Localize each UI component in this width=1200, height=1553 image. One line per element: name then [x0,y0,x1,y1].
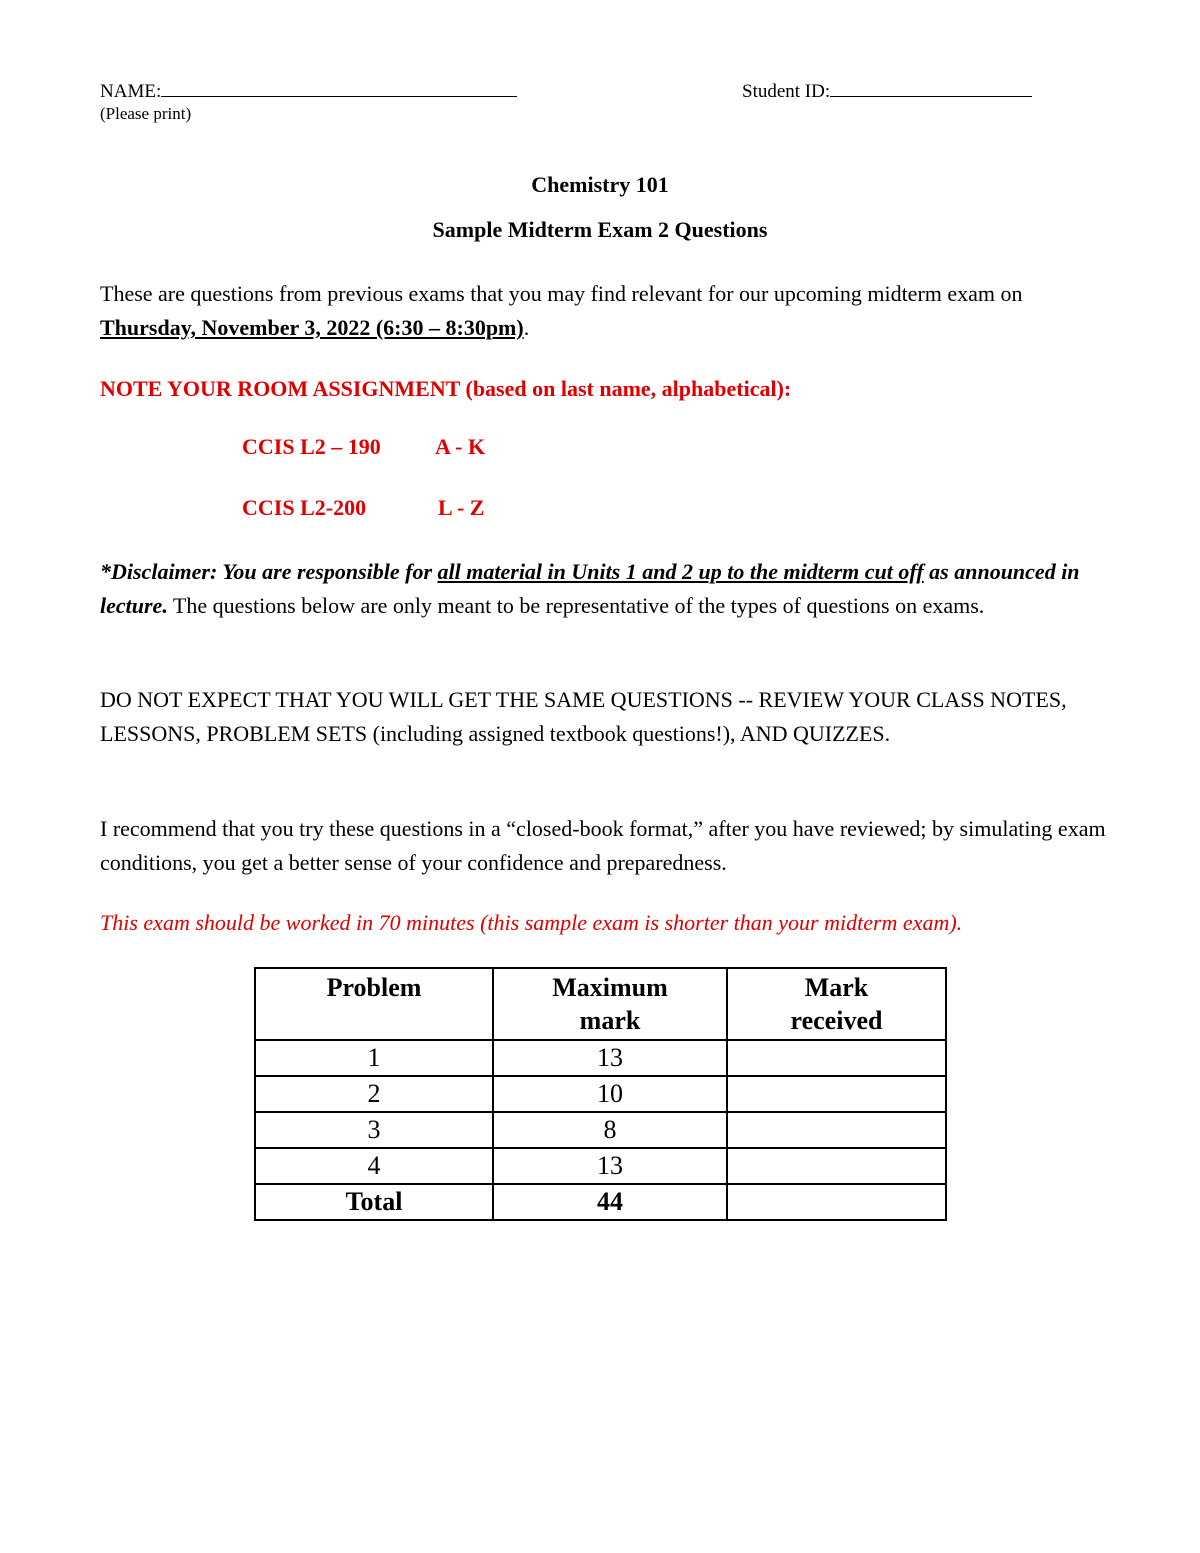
print-note: (Please print) [100,104,192,123]
header-problem: Problem [255,968,493,1040]
cell-received[interactable] [727,1040,946,1076]
cell-total-label: Total [255,1184,493,1220]
cell-received[interactable] [727,1148,946,1184]
table-row [255,1148,946,1184]
warning-paragraph: DO NOT EXPECT THAT YOU WILL GET THE SAME QUESTIONS -- REVIEW YOUR CLASS NOTES, LESSONS, PROBLEM SETS (including assigned textbook questions!), AND QUIZZES. [100,687,1067,746]
name-field [100,78,517,103]
cell-problem: 2 [255,1076,493,1112]
cell-received[interactable] [727,1076,946,1112]
student-id-field [742,78,1032,103]
header-max-mark-text: Maximum mark [552,973,668,1035]
marks-table [254,967,947,1221]
student-id-blank[interactable] [830,78,1032,97]
cell-max: 13 [493,1148,727,1184]
header-max-mark [493,968,727,1040]
intro-text: These are questions from previous exams that you may find relevant for our upcoming midterm exam on [100,281,1023,306]
recommend-paragraph: I recommend that you try these questions in a “closed-book format,” after you have reviewed; by simulating exam conditions, you get a better sense of your confidence and preparedness. [100,816,1106,875]
course-title: Chemistry 101 [531,172,669,197]
cell-max: 8 [493,1112,727,1148]
header-mark-received [727,968,946,1040]
room-1-range: A - K [435,434,486,459]
cell-max: 10 [493,1076,727,1112]
disclaimer-paragraph [100,555,1110,623]
header-mark-received-text: Mark received [790,973,883,1035]
name-blank[interactable] [161,78,517,97]
room-2-range: L - Z [438,495,485,520]
exam-subtitle: Sample Midterm Exam 2 Questions [432,217,768,242]
room-note: NOTE YOUR ROOM ASSIGNMENT (based on last name, alphabetical): [100,376,792,401]
cell-total-max: 44 [493,1184,727,1220]
cell-total-received[interactable] [727,1184,946,1220]
table-row [255,1040,946,1076]
table-row [255,1112,946,1148]
disclaimer-rest: The questions below are only meant to be representative of the types of questions on exams. [167,593,985,618]
room-1: CCIS L2 – 190 [242,434,381,459]
cell-problem: 4 [255,1148,493,1184]
table-row [255,1076,946,1112]
student-id-label: Student ID: [742,81,831,102]
exam-date: Thursday, November 3, 2022 (6:30 – 8:30pm) [100,315,524,340]
cell-received[interactable] [727,1112,946,1148]
table-header-row [255,968,946,1040]
name-label: NAME: [100,81,162,102]
cell-max: 13 [493,1040,727,1076]
cell-problem: 1 [255,1040,493,1076]
intro-end: . [523,315,530,340]
intro-paragraph [100,277,1110,345]
disclaimer-underlined: all material in Units 1 and 2 up to the midterm cut off [437,559,924,584]
disclaimer-lead-end: as announced in lecture. [100,559,1080,618]
table-total-row [255,1184,946,1220]
time-note: This exam should be worked in 70 minutes (this sample exam is shorter than your midterm exam). [100,910,963,935]
room-2: CCIS L2-200 [242,495,367,520]
disclaimer-lead: *Disclaimer: You are responsible for [100,559,438,584]
cell-problem: 3 [255,1112,493,1148]
